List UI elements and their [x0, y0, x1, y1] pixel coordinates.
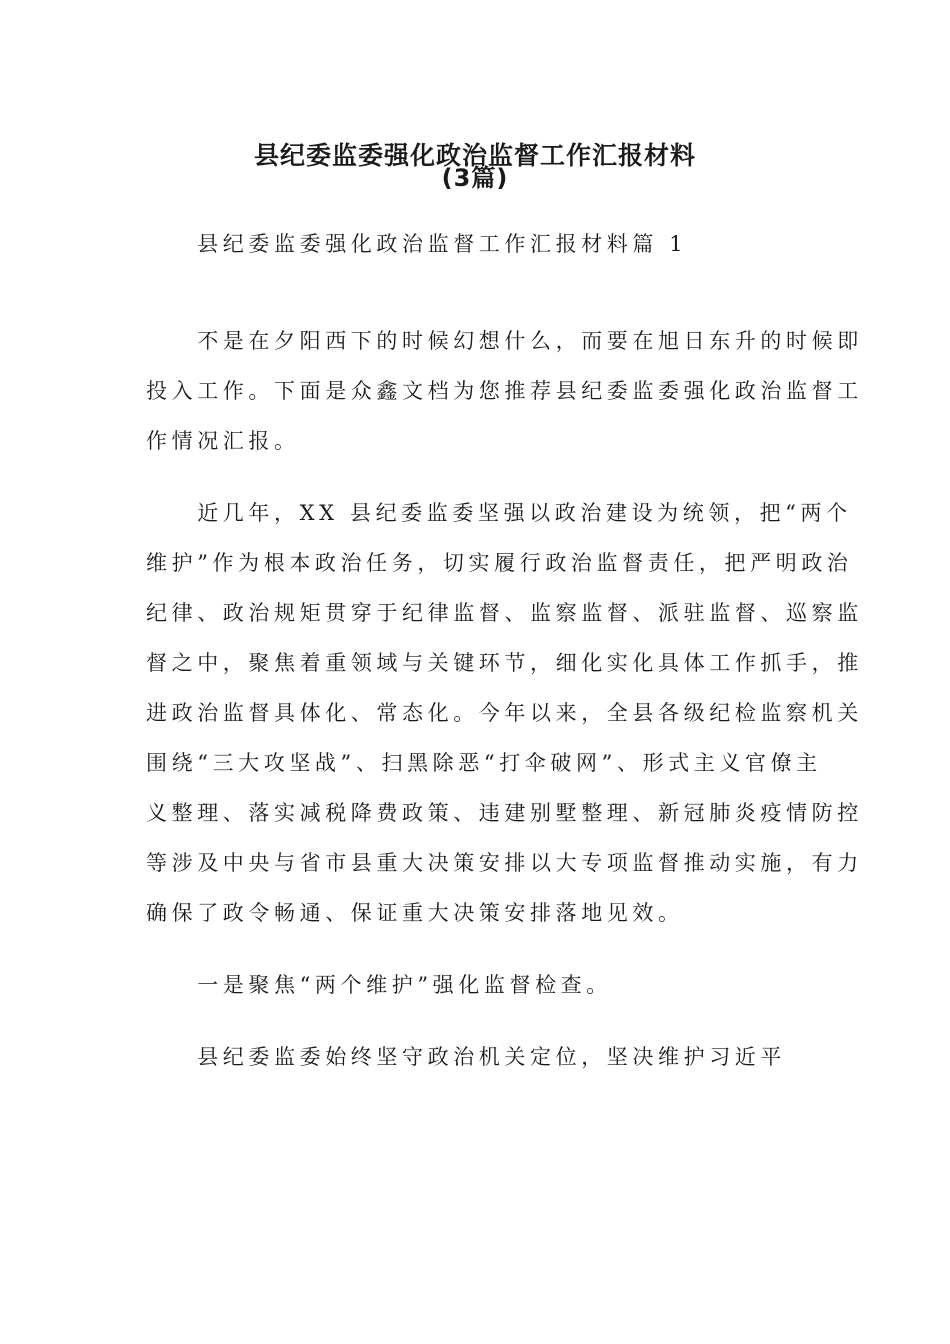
paragraph-line: 纪律、政治规矩贯穿于纪律监督、监察监督、派驻监督、巡察监	[146, 601, 863, 625]
paragraph-line: 进政治监督具体化、常态化。今年以来，全县各级纪检监察机关	[146, 701, 863, 725]
paragraph-line: 县纪委监委始终坚守政治机关定位，坚决维护习近平	[146, 1045, 786, 1069]
document-subtitle: (3篇)	[441, 164, 509, 192]
paragraph-line: 投入工作。下面是众鑫文档为您推荐县纪委监委强化政治监督工	[146, 379, 863, 403]
paragraph-line: 作情况汇报。	[146, 429, 300, 453]
paragraph-line: 不是在夕阳西下的时候幻想什么，而要在旭日东升的时候即	[146, 329, 863, 353]
section-heading: 县纪委监委强化政治监督工作汇报材料篇 1	[146, 232, 688, 256]
document-title: 县纪委监委强化政治监督工作汇报材料	[253, 141, 696, 170]
paragraph-line: 义整理、落实减税降费政策、违建别墅整理、新冠肺炎疫情防控	[146, 801, 863, 825]
subsection-heading: 一是聚焦“两个维护”强化监督检查。	[146, 973, 612, 997]
paragraph-line: 等涉及中央与省市县重大决策安排以大专项监督推动实施，有力	[146, 851, 863, 875]
paragraph-line: 督之中，聚焦着重领域与关键环节，细化实化具体工作抓手，推	[146, 651, 863, 675]
paragraph-line: 围绕“三大攻坚战”、扫黑除恶“打伞破网”、形式主义官僚主	[146, 751, 822, 775]
paragraph-line: 近几年，XX 县纪委监委坚强以政治建设为统领，把“两个	[146, 501, 852, 525]
paragraph-line: 维护”作为根本政治任务，切实履行政治监督责任，把严明政治	[146, 551, 853, 575]
paragraph-line: 确保了政令畅通、保证重大决策安排落地见效。	[146, 901, 684, 925]
